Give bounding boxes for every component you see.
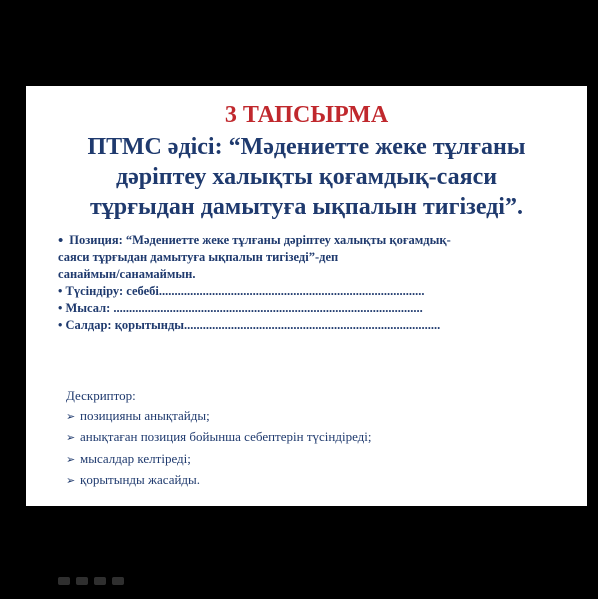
arrow-bullet-icon: ➢ (66, 432, 76, 444)
arrow-bullet-icon: ➢ (66, 410, 76, 423)
position-text: Позиция: “Мәдениетте жеке тұлғаны дәріптеу халықты қоғамдық- (69, 233, 451, 247)
bullet-icon: • (58, 233, 64, 249)
descriptor-block (66, 386, 372, 492)
previous-icon[interactable] (58, 577, 70, 585)
descriptor-item: ➢ анықтаған позиция бойынша себептерін түсіндіреді; (66, 427, 372, 449)
descriptor-item: ➢ қорытынды жасайды. (66, 470, 372, 492)
subtitle-line: дәріптеу халықты қоғамдық-саяси (115, 164, 498, 190)
descriptor-title: Дескриптор: (66, 388, 136, 403)
pen-icon[interactable] (76, 577, 88, 585)
subtitle-line: тұрғыдан дамытуға ықпалын тигізеді”. (90, 194, 523, 220)
position-line: санаймын/санамаймын. (58, 267, 196, 281)
position-line (58, 232, 578, 249)
next-icon[interactable] (112, 577, 124, 585)
item-example: • Мысал: ................................................................................................... (58, 301, 423, 315)
slide-subtitle (46, 132, 567, 222)
position-line: саяси тұрғыдан дамытуға ықпалын тигізеді”-деп (58, 250, 339, 264)
slideshow-toolbar (58, 577, 124, 591)
arrow-bullet-icon: ➢ (66, 453, 76, 466)
position-block (58, 232, 578, 334)
item-consequence: • Салдар: қорытынды.................................................................................. (58, 318, 441, 332)
presentation-slide (26, 86, 587, 506)
menu-icon[interactable] (94, 577, 106, 585)
slide-title: 3 ТАПСЫРМА (224, 102, 389, 128)
subtitle-line: ПТМС әдісі: “Мәдениетте жеке тұлғаны (87, 134, 526, 160)
item-explanation: • Түсіндіру: себебі..................................................................................... (58, 284, 425, 298)
arrow-bullet-icon: ➢ (66, 475, 76, 487)
descriptor-item: ➢ мысалдар келтіреді; (66, 449, 372, 471)
descriptor-item: ➢ позицияны анықтайды; (66, 406, 372, 428)
